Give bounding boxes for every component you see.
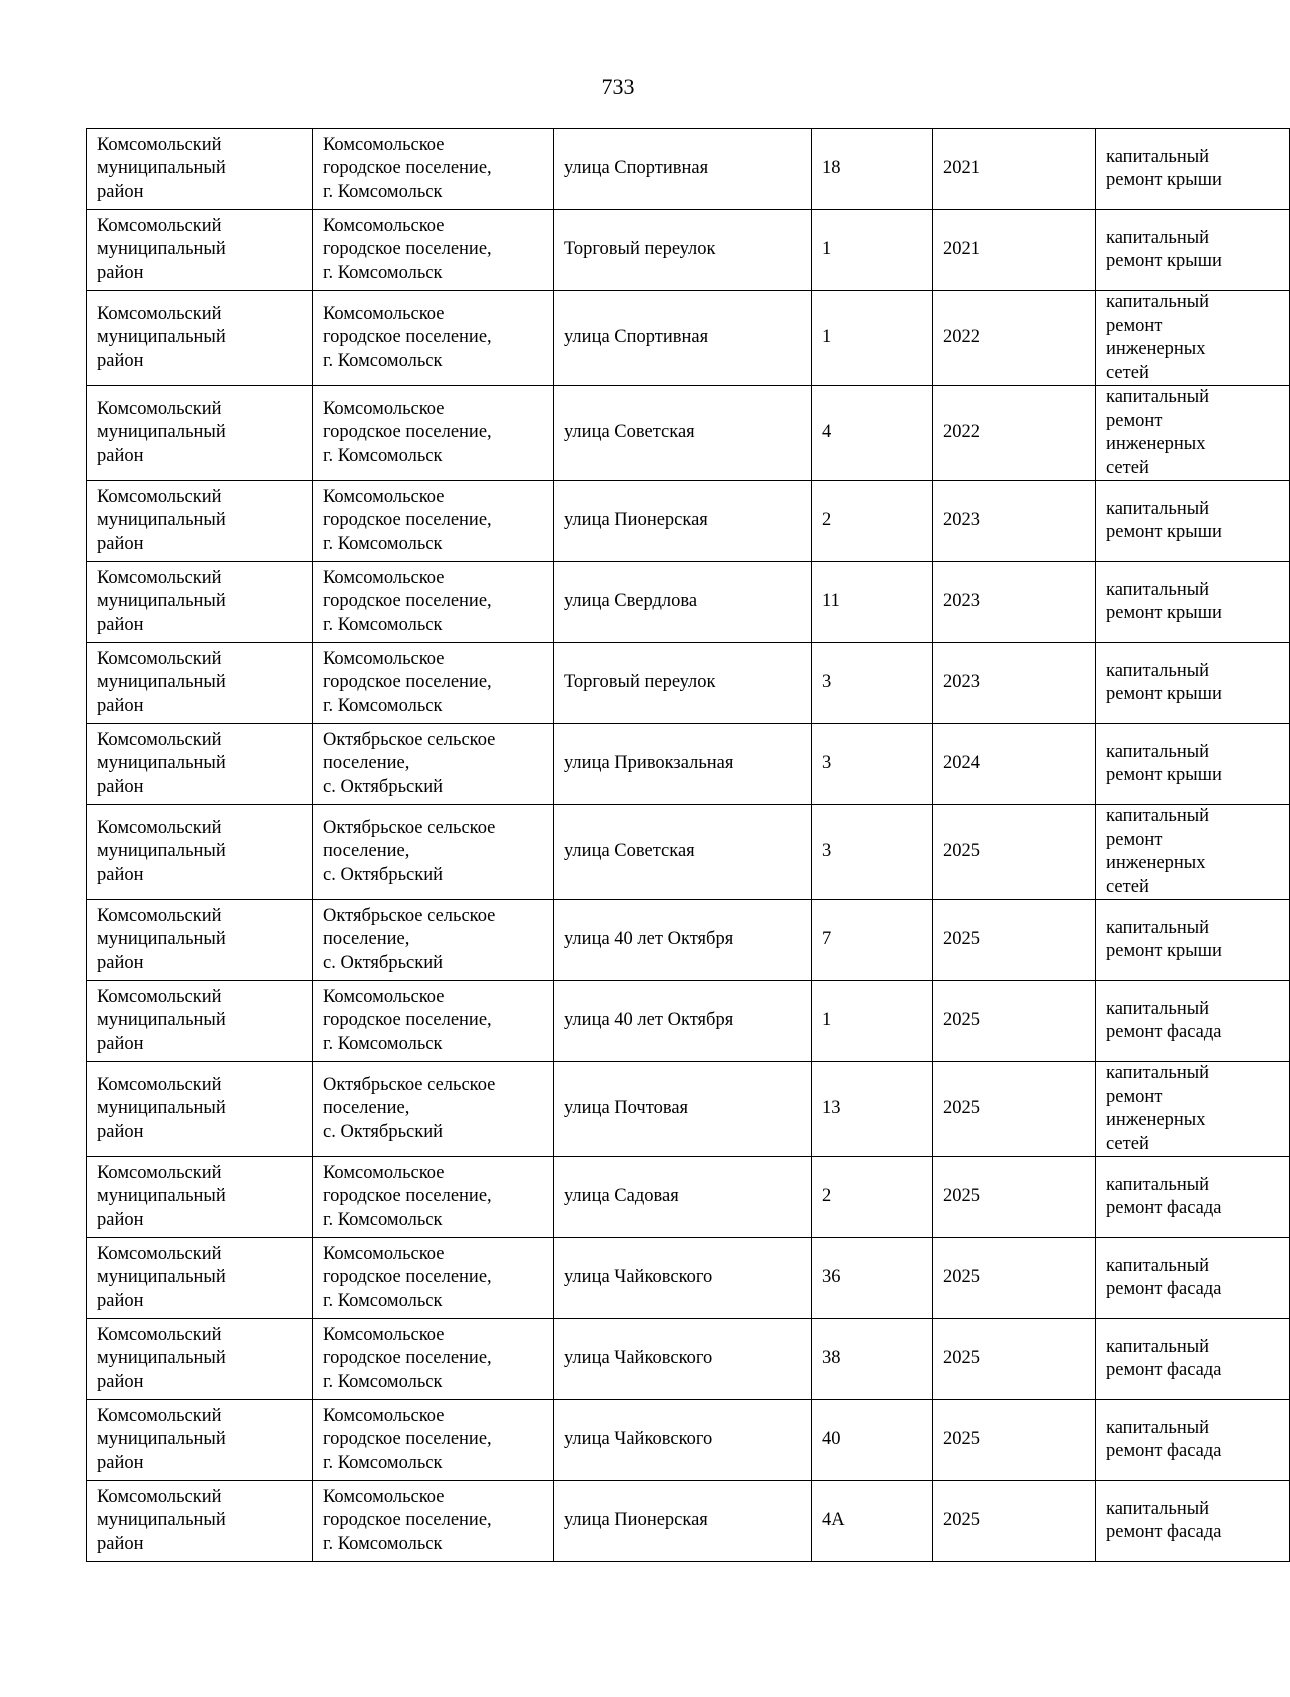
district-cell: Комсомольский муниципальный район — [87, 481, 313, 562]
table-row — [87, 1481, 1290, 1562]
work-type-cell: капитальный ремонт фасада — [1096, 1319, 1290, 1400]
street-cell: Торговый переулок — [554, 643, 812, 724]
table-row — [87, 386, 1290, 481]
street-cell: улица Садовая — [554, 1157, 812, 1238]
year-cell: 2025 — [933, 1157, 1096, 1238]
district-cell: Комсомольский муниципальный район — [87, 1157, 313, 1238]
street-cell: улица 40 лет Октября — [554, 981, 812, 1062]
settlement-cell: Комсомольское городское поселение, г. Комсомольск — [313, 643, 554, 724]
district-cell: Комсомольский муниципальный район — [87, 1319, 313, 1400]
district-cell: Комсомольский муниципальный район — [87, 981, 313, 1062]
work-type-cell: капитальный ремонт крыши — [1096, 129, 1290, 210]
settlement-cell: Октябрьское сельское поселение, с. Октябрьский — [313, 900, 554, 981]
year-cell: 2022 — [933, 291, 1096, 386]
street-cell: улица Почтовая — [554, 1062, 812, 1157]
house-number-cell: 2 — [812, 1157, 933, 1238]
settlement-cell: Комсомольское городское поселение, г. Комсомольск — [313, 1481, 554, 1562]
work-type-cell: капитальный ремонт инженерных сетей — [1096, 386, 1290, 481]
district-cell: Комсомольский муниципальный район — [87, 129, 313, 210]
year-cell: 2023 — [933, 481, 1096, 562]
street-cell: улица Чайковского — [554, 1400, 812, 1481]
year-cell: 2025 — [933, 1062, 1096, 1157]
house-number-cell: 18 — [812, 129, 933, 210]
settlement-cell: Комсомольское городское поселение, г. Комсомольск — [313, 210, 554, 291]
district-cell: Комсомольский муниципальный район — [87, 562, 313, 643]
work-type-cell: капитальный ремонт крыши — [1096, 724, 1290, 805]
work-type-cell: капитальный ремонт инженерных сетей — [1096, 805, 1290, 900]
street-cell: улица Спортивная — [554, 291, 812, 386]
settlement-cell: Комсомольское городское поселение, г. Комсомольск — [313, 1238, 554, 1319]
work-type-cell: капитальный ремонт фасада — [1096, 1400, 1290, 1481]
year-cell: 2025 — [933, 981, 1096, 1062]
page-number: 733 — [601, 74, 635, 99]
table-row — [87, 291, 1290, 386]
year-cell: 2023 — [933, 643, 1096, 724]
house-number-cell: 3 — [812, 805, 933, 900]
year-cell: 2025 — [933, 805, 1096, 900]
district-cell: Комсомольский муниципальный район — [87, 1481, 313, 1562]
table-row — [87, 1238, 1290, 1319]
settlement-cell: Комсомольское городское поселение, г. Комсомольск — [313, 1319, 554, 1400]
work-type-cell: капитальный ремонт инженерных сетей — [1096, 291, 1290, 386]
district-cell: Комсомольский муниципальный район — [87, 643, 313, 724]
settlement-cell: Комсомольское городское поселение, г. Комсомольск — [313, 481, 554, 562]
street-cell: улица Чайковского — [554, 1238, 812, 1319]
settlement-cell: Октябрьское сельское поселение, с. Октябрьский — [313, 1062, 554, 1157]
table-row — [87, 1400, 1290, 1481]
year-cell: 2021 — [933, 129, 1096, 210]
table-row — [87, 805, 1290, 900]
year-cell: 2021 — [933, 210, 1096, 291]
settlement-cell: Комсомольское городское поселение, г. Комсомольск — [313, 1400, 554, 1481]
district-cell: Комсомольский муниципальный район — [87, 1062, 313, 1157]
table-row — [87, 481, 1290, 562]
house-number-cell: 36 — [812, 1238, 933, 1319]
year-cell: 2025 — [933, 1481, 1096, 1562]
table-row — [87, 643, 1290, 724]
table-row — [87, 900, 1290, 981]
district-cell: Комсомольский муниципальный район — [87, 1238, 313, 1319]
housing-repair-table — [86, 128, 1290, 1562]
house-number-cell: 3 — [812, 643, 933, 724]
table-row — [87, 210, 1290, 291]
district-cell: Комсомольский муниципальный район — [87, 291, 313, 386]
district-cell: Комсомольский муниципальный район — [87, 805, 313, 900]
house-number-cell: 40 — [812, 1400, 933, 1481]
district-cell: Комсомольский муниципальный район — [87, 900, 313, 981]
district-cell: Комсомольский муниципальный район — [87, 724, 313, 805]
house-number-cell: 4 — [812, 386, 933, 481]
table-row — [87, 981, 1290, 1062]
street-cell: улица Чайковского — [554, 1319, 812, 1400]
district-cell: Комсомольский муниципальный район — [87, 210, 313, 291]
work-type-cell: капитальный ремонт крыши — [1096, 481, 1290, 562]
settlement-cell: Комсомольское городское поселение, г. Комсомольск — [313, 291, 554, 386]
house-number-cell: 2 — [812, 481, 933, 562]
district-cell: Комсомольский муниципальный район — [87, 1400, 313, 1481]
settlement-cell: Комсомольское городское поселение, г. Комсомольск — [313, 129, 554, 210]
year-cell: 2025 — [933, 1238, 1096, 1319]
table-row — [87, 724, 1290, 805]
street-cell: улица Пионерская — [554, 481, 812, 562]
house-number-cell: 7 — [812, 900, 933, 981]
street-cell: Торговый переулок — [554, 210, 812, 291]
house-number-cell: 13 — [812, 1062, 933, 1157]
street-cell: улица Спортивная — [554, 129, 812, 210]
table-body — [87, 129, 1290, 1562]
work-type-cell: капитальный ремонт фасада — [1096, 981, 1290, 1062]
work-type-cell: капитальный ремонт крыши — [1096, 643, 1290, 724]
year-cell: 2025 — [933, 1400, 1096, 1481]
street-cell: улица Советская — [554, 805, 812, 900]
house-number-cell: 1 — [812, 291, 933, 386]
house-number-cell: 38 — [812, 1319, 933, 1400]
work-type-cell: капитальный ремонт инженерных сетей — [1096, 1062, 1290, 1157]
house-number-cell: 11 — [812, 562, 933, 643]
table-row — [87, 1157, 1290, 1238]
settlement-cell: Комсомольское городское поселение, г. Комсомольск — [313, 1157, 554, 1238]
work-type-cell: капитальный ремонт фасада — [1096, 1481, 1290, 1562]
work-type-cell: капитальный ремонт крыши — [1096, 210, 1290, 291]
table-row — [87, 562, 1290, 643]
house-number-cell: 3 — [812, 724, 933, 805]
table-row — [87, 1319, 1290, 1400]
settlement-cell: Октябрьское сельское поселение, с. Октябрьский — [313, 724, 554, 805]
house-number-cell: 1 — [812, 210, 933, 291]
street-cell: улица Пионерская — [554, 1481, 812, 1562]
settlement-cell: Октябрьское сельское поселение, с. Октябрьский — [313, 805, 554, 900]
work-type-cell: капитальный ремонт крыши — [1096, 562, 1290, 643]
year-cell: 2023 — [933, 562, 1096, 643]
settlement-cell: Комсомольское городское поселение, г. Комсомольск — [313, 562, 554, 643]
table-row — [87, 1062, 1290, 1157]
district-cell: Комсомольский муниципальный район — [87, 386, 313, 481]
street-cell: улица Советская — [554, 386, 812, 481]
house-number-cell: 4А — [812, 1481, 933, 1562]
year-cell: 2024 — [933, 724, 1096, 805]
settlement-cell: Комсомольское городское поселение, г. Комсомольск — [313, 386, 554, 481]
year-cell: 2025 — [933, 1319, 1096, 1400]
street-cell: улица Свердлова — [554, 562, 812, 643]
year-cell: 2022 — [933, 386, 1096, 481]
work-type-cell: капитальный ремонт фасада — [1096, 1157, 1290, 1238]
settlement-cell: Комсомольское городское поселение, г. Комсомольск — [313, 981, 554, 1062]
work-type-cell: капитальный ремонт фасада — [1096, 1238, 1290, 1319]
house-number-cell: 1 — [812, 981, 933, 1062]
table-row — [87, 129, 1290, 210]
street-cell: улица 40 лет Октября — [554, 900, 812, 981]
work-type-cell: капитальный ремонт крыши — [1096, 900, 1290, 981]
year-cell: 2025 — [933, 900, 1096, 981]
street-cell: улица Привокзальная — [554, 724, 812, 805]
